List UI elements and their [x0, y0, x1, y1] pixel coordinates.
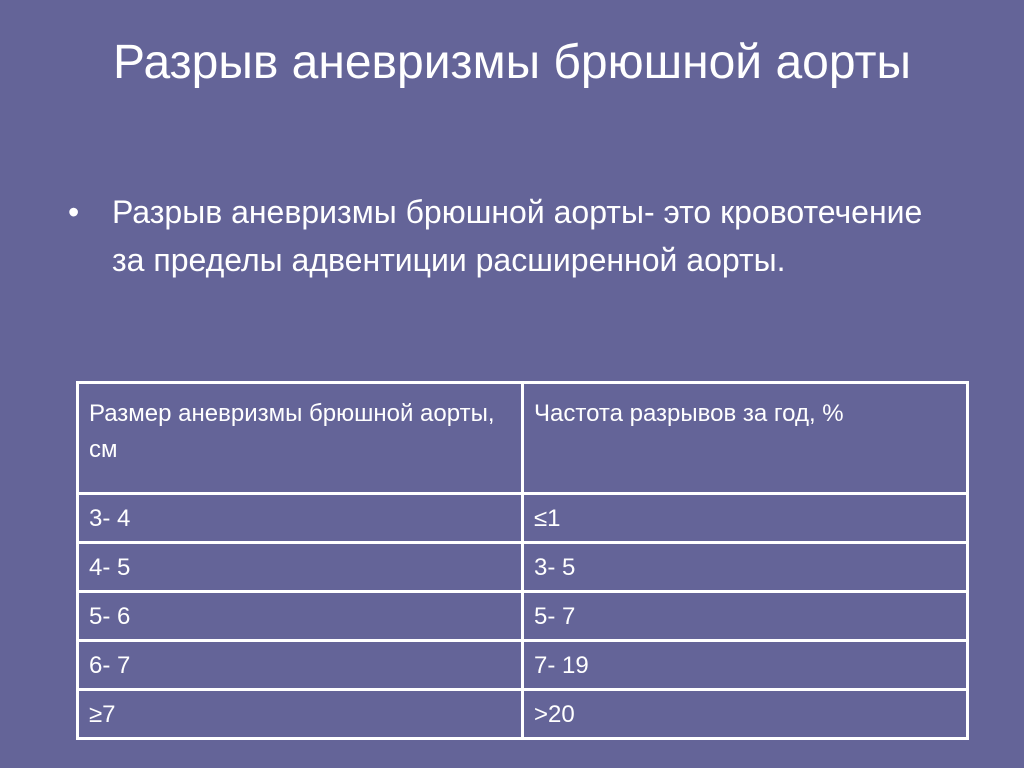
bullet-list [68, 188, 948, 284]
table-cell-size: ≥7 [78, 690, 523, 739]
table-header-frequency: Частота разрывов за год, % [523, 383, 968, 494]
table-cell-frequency: 5- 7 [523, 592, 968, 641]
table-row [78, 543, 968, 592]
table-cell-frequency: 7- 19 [523, 641, 968, 690]
bullet-dot-icon: • [68, 194, 80, 230]
table-row [78, 641, 968, 690]
table-row [78, 690, 968, 739]
table-cell-frequency: >20 [523, 690, 968, 739]
table-cell-size: 6- 7 [78, 641, 523, 690]
table-cell-size: 5- 6 [78, 592, 523, 641]
bullet-item [68, 188, 948, 284]
table-header-size: Размер аневризмы брюшной аорты, см [78, 383, 523, 494]
bullet-text: Разрыв аневризмы брюшной аорты- это кровотечение за пределы адвентиции расширенной аорты. [112, 194, 923, 278]
rupture-rate-table-container [76, 381, 966, 733]
table-cell-size: 3- 4 [78, 494, 523, 543]
slide-title: Разрыв аневризмы брюшной аорты [113, 36, 911, 89]
rupture-rate-table [76, 381, 969, 740]
table-header-row [78, 383, 968, 494]
table-cell-frequency: 3- 5 [523, 543, 968, 592]
table-row [78, 494, 968, 543]
table-cell-size: 4- 5 [78, 543, 523, 592]
table-cell-frequency: ≤1 [523, 494, 968, 543]
table-row [78, 592, 968, 641]
